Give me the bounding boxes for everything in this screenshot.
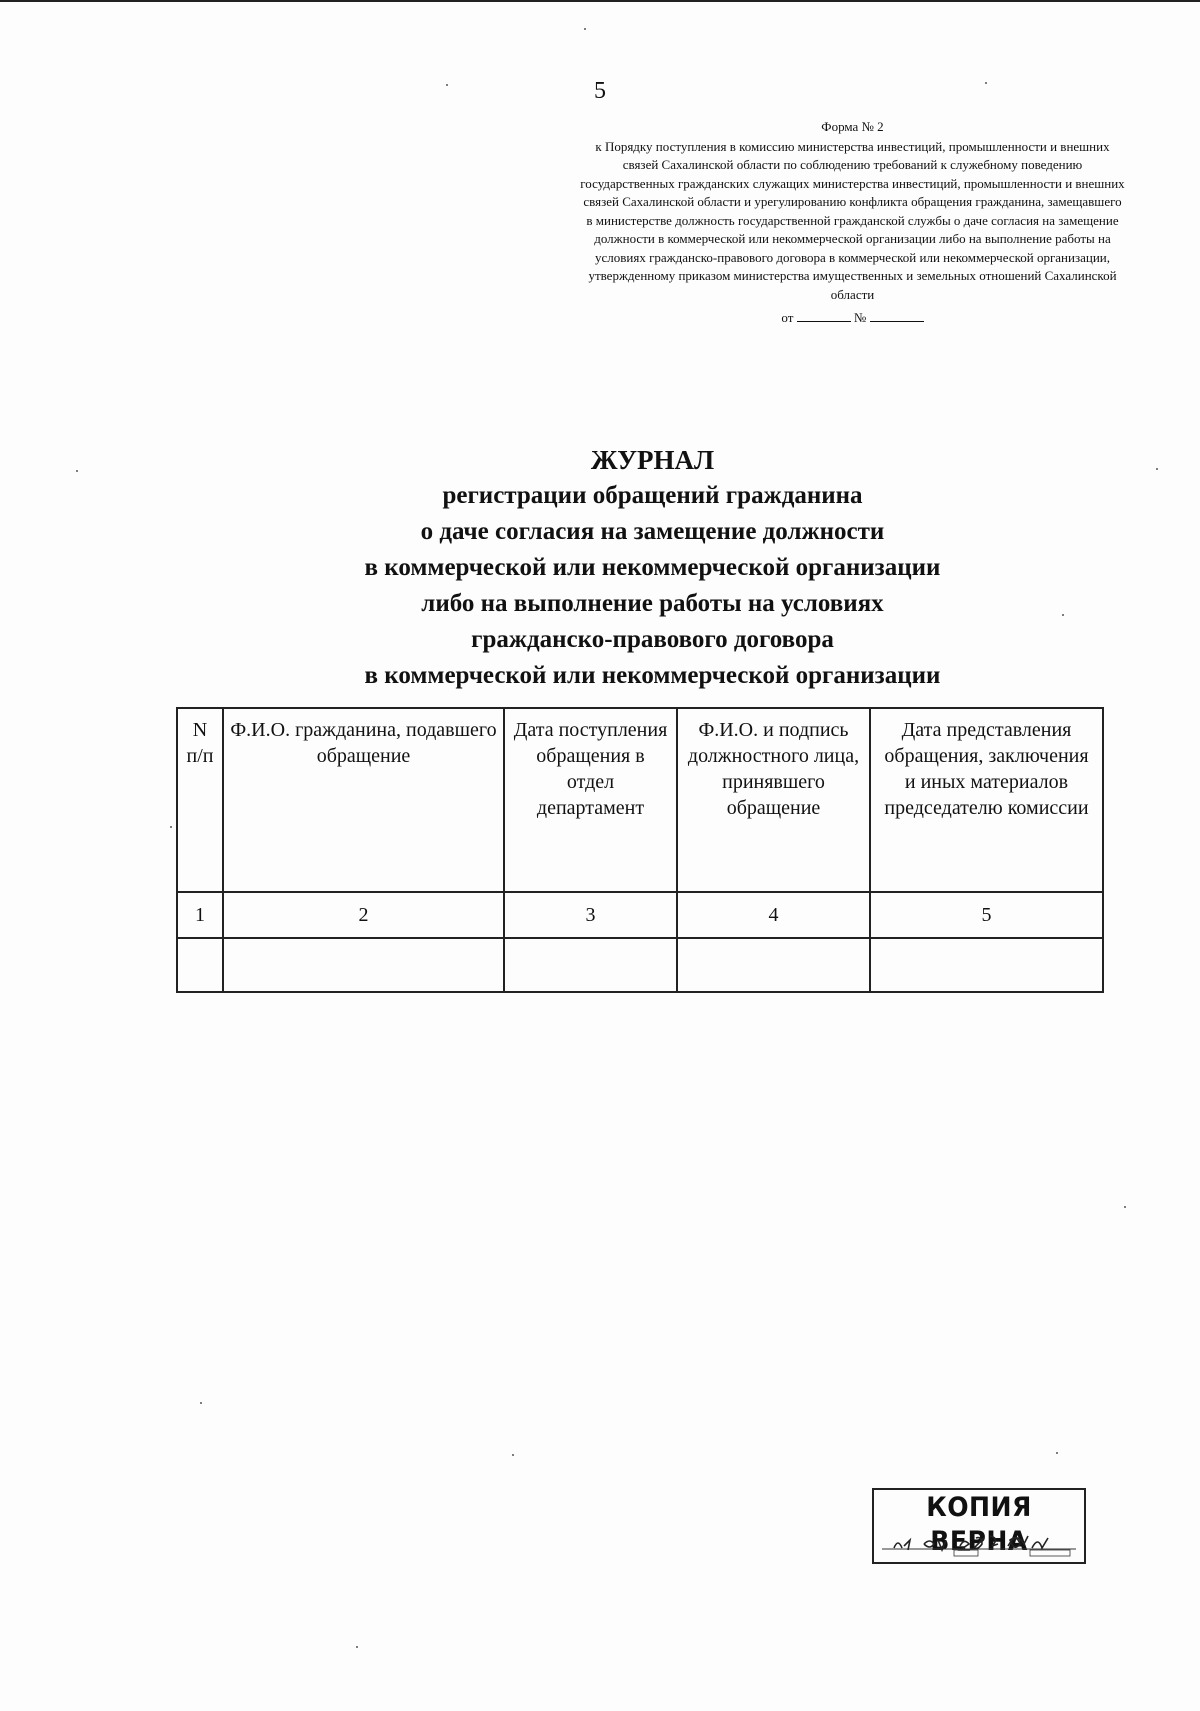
scan-speck (1056, 1452, 1058, 1454)
journal-title (200, 442, 1105, 694)
column-number: 5 (870, 892, 1103, 938)
scan-speck (1156, 468, 1158, 470)
form-number: Форма № 2 (821, 119, 884, 134)
scan-speck (356, 1646, 358, 1648)
column-number: 1 (177, 892, 223, 938)
number-blank (870, 308, 924, 322)
column-number: 2 (223, 892, 504, 938)
scan-speck (170, 826, 172, 828)
scan-top-edge (0, 0, 1200, 2)
journal-heading: ЖУРНАЛ (590, 445, 715, 475)
form-header-text: к Порядку поступления в комиссию министерства инвестиций, промышленности и внешних связей Сахалинской области по соблюдению требований к служебному поведению государственных гражданских служащих министерства инвестиций, промышленности и внешних связей Сахалинской области и урегулированию конфликта обращения гражданина, замещавшего в министерстве должность государственной гражданской службы о даче согласия на замещение должности в коммерческой или некоммерческой организации либо на выполнение работы на условиях гражданско-правового договора в коммерческой или некоммерческой организации, утвержденному приказом министерства имущественных и земельных отношений Сахалинской области (580, 138, 1125, 302)
stamp-title: КОПИЯ ВЕРНА (926, 1492, 1032, 1557)
table-cell (870, 938, 1103, 992)
header-submission-date: Дата представления обращения, заключения и иных материалов председателю комиссии (870, 708, 1103, 892)
column-number: 3 (504, 892, 677, 938)
journal-subtitle: регистрации обращений гражданина о даче согласия на замещение должности в коммерческой или некоммерческой организации либо на выполнение работы на условиях гражданско-правового договора в коммерческой или некоммерческой организации (364, 482, 941, 689)
table-cell (504, 938, 677, 992)
form-date-line (580, 308, 1125, 328)
scan-speck (1124, 1206, 1126, 1208)
column-number-row (177, 892, 1103, 938)
journal-table (176, 707, 1104, 993)
scan-speck (76, 470, 78, 472)
header-row (177, 708, 1103, 892)
date-prefix: от (781, 310, 794, 325)
header-received-date: Дата поступления обращения в отдел департамент (504, 708, 677, 892)
header-citizen-name: Ф.И.О. гражданина, подавшего обращение (223, 708, 504, 892)
scan-speck (985, 82, 987, 84)
form-header (580, 118, 1125, 328)
date-blank (797, 308, 851, 322)
copy-certified-stamp (872, 1488, 1086, 1564)
scan-speck (446, 84, 448, 86)
table-cell (177, 938, 223, 992)
scan-speck (584, 28, 586, 30)
header-number: N п/п (177, 708, 223, 892)
table-row (177, 938, 1103, 992)
table-cell (223, 938, 504, 992)
scan-speck (1062, 614, 1064, 616)
column-number: 4 (677, 892, 870, 938)
number-prefix: № (853, 310, 867, 325)
header-official-signature: Ф.И.О. и подпись должностного лица, принявшего обращение (677, 708, 870, 892)
scan-speck (512, 1454, 514, 1456)
stamp-handwritten-signature (880, 1532, 1078, 1558)
scan-speck (200, 1402, 202, 1404)
table-cell (677, 938, 870, 992)
page-number: 5 (594, 78, 606, 104)
